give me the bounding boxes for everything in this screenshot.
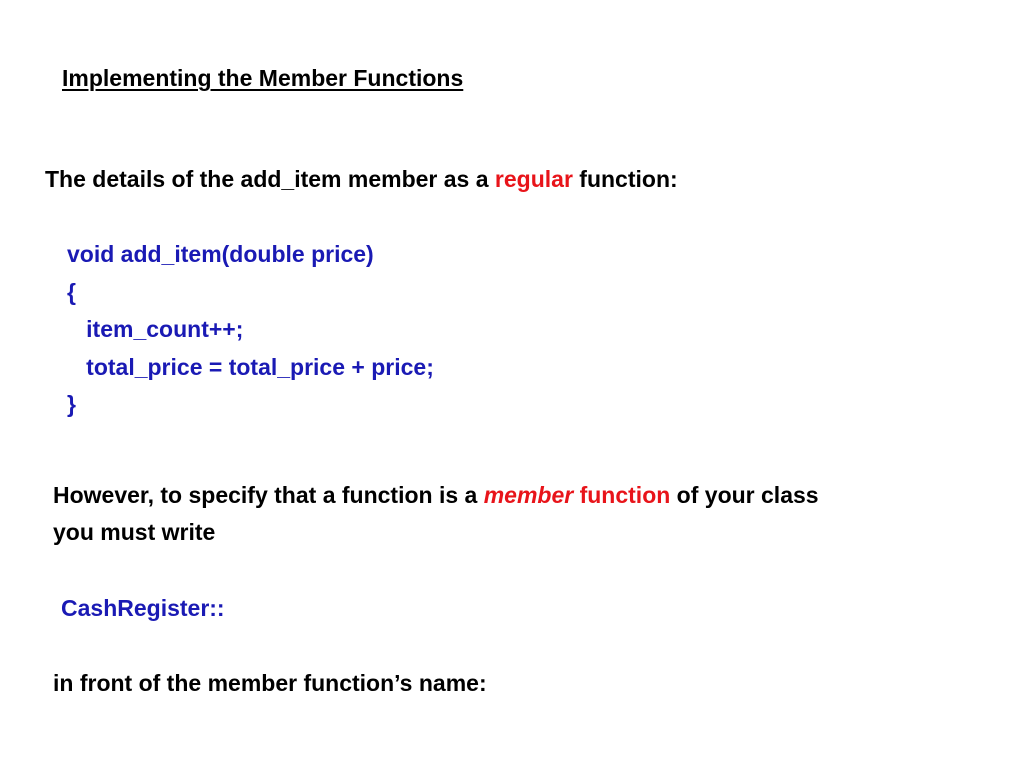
however-sentence [53,480,819,510]
code-line: { [67,279,76,305]
intro-sentence [45,164,678,194]
however-text: However, to specify that a function is a [53,482,484,508]
code-line: void add_item(double price) [67,241,374,267]
code-line: item_count++; [67,316,244,342]
code-line: } [67,391,76,417]
scope-code: CashRegister:: [61,595,225,621]
closing-sentence: in front of the member function’s name: [53,670,487,696]
code-line: total_price = total_price + price; [67,354,434,380]
intro-text-end: function: [572,166,678,192]
intro-text: The details of the add_item member as a [45,166,495,192]
regular-highlight: regular [494,166,573,192]
member-highlight: member [483,482,574,508]
however-text-end: of your class [670,482,819,508]
however-sentence-line2: you must write [53,519,216,545]
function-highlight: function [573,482,671,508]
slide-title: Implementing the Member Functions [62,65,464,91]
